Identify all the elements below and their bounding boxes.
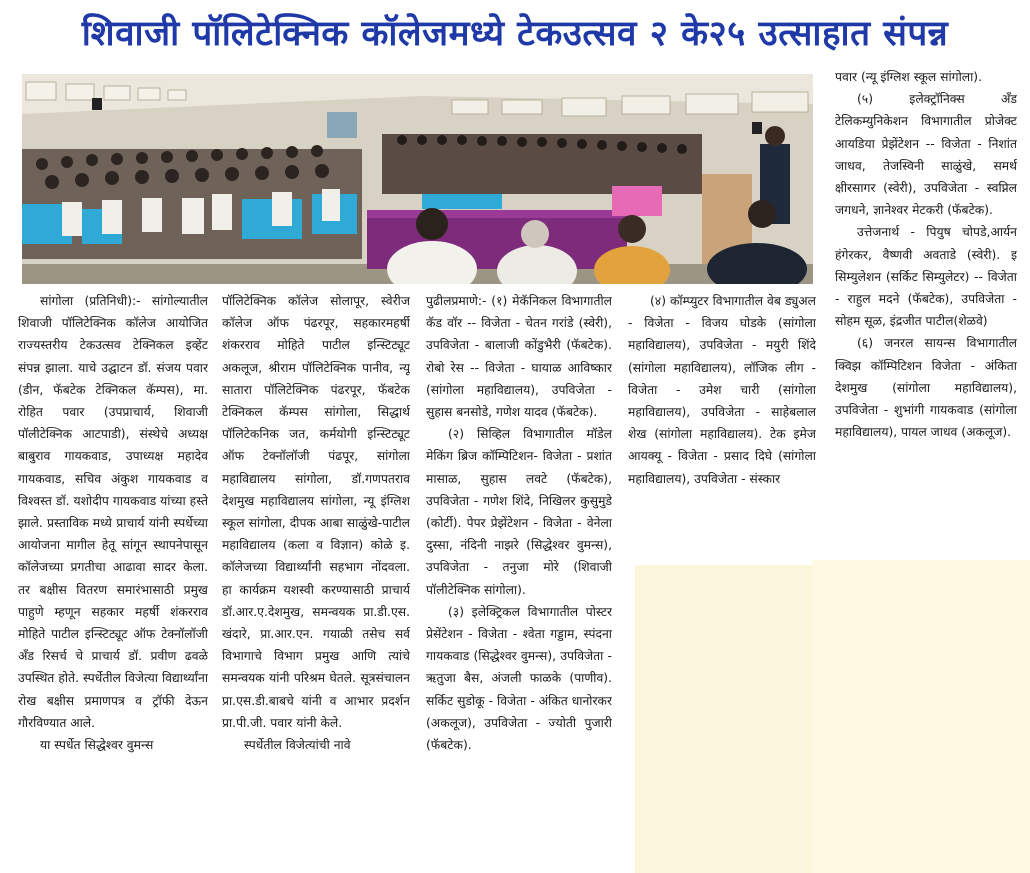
headline: शिवाजी पॉलिटेक्निक कॉलेजमध्ये टेकउत्सव २ के२५ उत्साहात संपन्न (81, 14, 949, 54)
paragraph: (५) इलेक्ट्रॉनिक्स अँड टेलिकम्युनिकेशन विभागातील प्रोजेक्ट आयडिया प्रेझेंटेशन -- विजेता - निशांत जाधव, तेजस्विनी साळुंखे, समर्थ क्षीरसागर (स्वेरी), उपविजेता - स्वप्निल जगधने, ज्ञानेश्वर मेटकरी (फॅबटेक). (835, 92, 1017, 218)
paragraph: स्पर्धेतील विजेत्यांची नावे (244, 738, 351, 753)
event-photo (22, 74, 813, 284)
paragraph: सांगोला (प्रतिनिधी):- सांगोल्यातील शिवाजी पॉलिटेक्निक कॉलेज आयोजित राज्यस्तरीय टेकउत्सव टेक्निकल इव्हेंट संपन्न झाला. याचे उद्घाटन डॉ. संजय पवार (डीन, फॅबटेक टेक्निकल कॅम्पस), मा. रोहित पवार (उपप्राचार्य, शिवाजी पॉलीटेक्निक आटपाडी), संस्थेचे अध्यक्ष बाबुराव गायकवाड, उपाध्यक्ष महादेव गायकवाड, सचिव अंकुश गायकवाड व विश्वस्त डॉ. यशोदीप गायकवाड यांच्या हस्ते झाले. प्रस्ताविक मध्ये प्राचार्य यांनी स्पर्धेच्या आयोजना मागील हेतू सांगून स्थापनेपासून कॉलेजच्या प्रगतीचा आढावा सादर केला. तर बक्षीस वितरण समारंभासाठी प्रमुख पाहुणे म्हणून सहकार महर्षी शंकरराव मोहिते पाटील इन्स्टिट्यूट ऑफ टेक्नॉलॉजी अँड रिसर्च चे प्राचार्य डॉ. प्रवीण ढवळे उपस्थित होते. स्पर्धेतील विजेत्या विद्यार्थ्यांना रोख बक्षीस प्रमाणपत्र व ट्रॉफी देऊन गौरविण्यात आले. (18, 294, 208, 730)
paragraph: (३) इलेक्ट्रिकल विभागातील पोस्टर प्रेसेंटेशन - विजेता - श्वेता गड्डाम, स्पंदना गायकवाड (सिद्धेश्वर वुमन्स), उपविजेता - ऋतुजा बैस, अंजली फाळके (पाणीव). सर्किट सुडोकू - विजेता - अंकित धानोरकर (अकलूज), उपविजेता - ज्योती पुजारी (फॅबटेक). (426, 604, 612, 753)
article-column-1 (18, 290, 208, 870)
paragraph: पुढीलप्रमाणे:- (१) मेकॅनिकल विभागातील कॅड वॉर -- विजेता - चेतन गरांडे (स्वेरी), उपविजेता - बालाजी कोंडुभैरी (फॅबटेक). रोबो रेस -- विजेता - घायाळ आविष्कार (सांगोला महाविद्यालय), उपविजेता - सुहास बनसोडे, गणेश यादव (फॅबटेक). (426, 294, 612, 420)
paragraph: (२) सिव्हिल विभागातील मॉडेल मेकिंग ब्रिज कॉम्पिटिशन- विजेता - प्रशांत मासाळ, सुहास लवटे (फॅबटेक), उपविजेता - गणेश शिंदे, निखिलर कुसुमुडे (कोर्टी). पेपर प्रेझेंटेशन - विजेता - वेनेला दुस्सा, नंदिनी नाझरे (सिद्धेश्वर वुमन्स), उपविजेता - तनुजा मोरे (शिवाजी पॉलीटेक्निक सांगोला). (426, 427, 612, 597)
background-tint-right (812, 560, 1030, 873)
paragraph: (६) जनरल सायन्स विभागातील क्विझ कॉम्पिटिशन विजेता - अंकिता देशमुख (सांगोला महाविद्यालय), उपविजेता - शुभांगी गायकवाड (सांगोला महाविद्यालय), पायल जाधव (अकलूज). (835, 336, 1017, 440)
paragraph: उत्तेजनार्थ - पियुष चोपडे,आर्यन हंगेरकर, वैष्णवी अवताडे (स्वेरी). इ सिम्युलेशन (सर्किट सिम्युलेटर) -- विजेता - राहुल मदने (फॅबटेक), उपविजेता - सोहम सूळ, इंद्रजीत पाटील(शेळवे) (835, 225, 1017, 329)
paragraph: (४) कॉम्प्युटर विभागातील वेब ड्युअल - विजेता - विजय घोडके (सांगोला महाविद्यालय), उपविजेता - मयुरी शिंदे (सांगोला महाविद्यालय), लॉजिक लीग - विजेता - उमेश चारी (सांगोला महाविद्यालय), उपविजेता - साहेबलाल शेख (सांगोला महाविद्यालय). टेक इमेज आयक्यू - विजेता - प्रसाद दिघे (सांगोला महाविद्यालय), उपविजेता - संस्कार (628, 294, 816, 486)
article-column-2 (222, 290, 410, 870)
paragraph: पॉलिटेक्निक कॉलेज सोलापूर, स्वेरीज कॉलेज ऑफ पंढरपूर, सहकारमहर्षी शंकरराव मोहिते पाटील इन्स्टिट्यूट अकलूज, श्रीराम पॉलिटेक्निक पानीव, न्यू सातारा पॉलिटेक्निक पंढरपूर, फॅबटेक टेक्निकल कॅम्पस सांगोला, सिद्धार्थ पॉलिटेकनिक जत, कर्मयोगी इन्स्टिट्यूट ऑफ टेक्नॉलॉजी पंढपूर, सांगोला महाविद्यालय सांगोला, डॉ.गणपतराव देशमुख महाविद्यालय सांगोला, न्यू इंग्लिश स्कूल सांगोला, दीपक आबा साळुंखे-पाटील महाविद्यालय (कला व विज्ञान) कोळे इ. कॉलेजच्या विद्यार्थ्यांनी सहभाग नोंदवला. हा कार्यक्रम यशस्वी करण्यासाठी प्राचार्य डॉ.आर.ए.देशमुख, समन्वयक प्रा.डी.एस. खंदारे, प्रा.आर.एन. गयाळी तसेच सर्व विभागाचे विभाग प्रमुख आणि त्यांचे समन्वयक यांनी परिश्रम घेतले. सूत्रसंचालन प्रा.एस.डी.बाबचे यांनी व आभार प्रदर्शन प्रा.पी.जी. पवार यांनी केले. (222, 294, 410, 730)
article-column-3 (426, 290, 612, 870)
article-column-5 (835, 66, 1017, 566)
article-column-4 (628, 290, 816, 590)
paragraph: पवार (न्यू इंग्लिश स्कूल सांगोला). (835, 70, 983, 84)
paragraph: या स्पर्धेत सिद्धेश्वर वुमन्स (40, 738, 154, 753)
